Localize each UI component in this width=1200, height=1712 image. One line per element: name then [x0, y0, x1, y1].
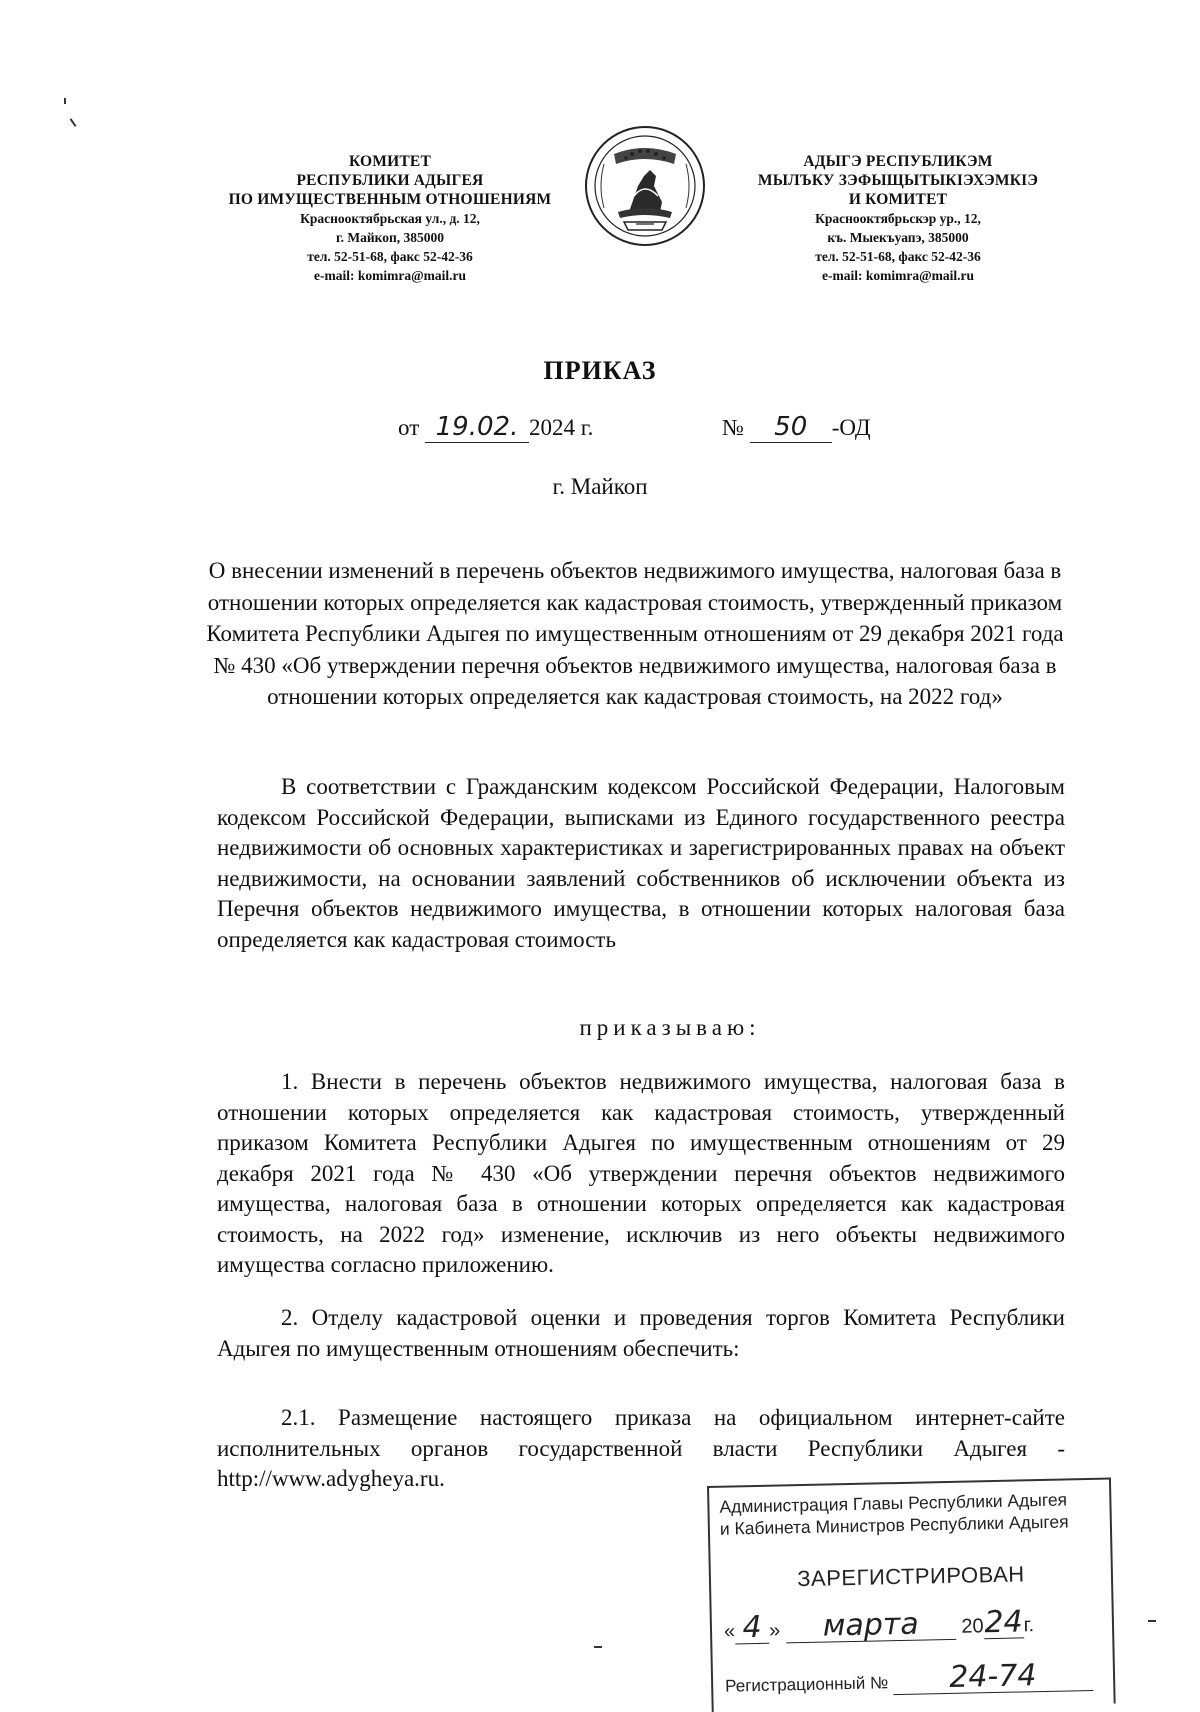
header-left	[205, 152, 575, 285]
org-name-line: ПО ИМУЩЕСТВЕННЫМ ОТНОШЕНИЯМ	[228, 191, 552, 208]
email-line: e-mail: komimra@mail.ru	[313, 268, 467, 283]
stamp-year-prefix: 20	[961, 1615, 984, 1638]
registration-stamp	[707, 1478, 1116, 1712]
scan-speck	[70, 118, 77, 127]
email-line: e-mail: komimra@mail.ru	[821, 268, 975, 283]
order-item-2: 2. Отделу кадастровой оценки и проведения торгов Комитета Республики Адыгея по имущественным отношениям обеспечить:	[217, 1305, 1065, 1361]
address-line: Краснооктябрьскэр ур., 12,	[815, 211, 981, 226]
stamp-month-handwritten: марта	[785, 1609, 956, 1644]
order-item-1: 1. Внести в перечень объектов недвижимого имущества, налоговая база в отношении которых определяется как кадастровая стоимость, утвержденный приказом Комитета Республики Адыгея по имущественным отношениям от 29 декабря 2021 года № 430 «Об утверждении перечня объектов недвижимого имущества, налоговая база в отношении которых определяется как кадастровая стоимость, на 2022 год» изменение, исключив из него объекты недвижимого имущества согласно приложению.	[217, 1069, 1065, 1277]
scan-speck	[594, 1646, 602, 1648]
date-field	[398, 412, 593, 443]
stamp-year-suffix: г.	[1023, 1614, 1035, 1637]
stamp-reg-label: Регистрационный №	[724, 1673, 889, 1696]
city: г. Майкоп	[552, 474, 648, 499]
number-field	[722, 412, 871, 443]
stamp-registration-line	[725, 1660, 1106, 1699]
document-subject: О внесении изменений в перечень объектов недвижимого имущества, налоговая база в отношении которых определяется как кадастровая стоимость, утвержденный приказом Комитета Республики Адыгея по имущественным отношениям от 29 декабря 2021 года № 430 «Об утверждении перечня объектов недвижимого имущества, налоговая база в отношении которых определяется как кадастровая стоимость, на 2022 год»	[206, 558, 1064, 709]
scan-speck	[64, 98, 66, 104]
stamp-day-handwritten: 4	[735, 1613, 770, 1645]
stamp-org-line: Администрация Главы Республики Адыгея	[719, 1489, 1068, 1517]
org-name-line: И КОМИТЕТ	[848, 191, 948, 208]
number-handwritten: 50	[750, 412, 832, 443]
org-name-line: АДЫГЭ РЕСПУБЛИКЭМ	[803, 153, 993, 170]
address-line: къ. Мыекъуапэ, 385000	[827, 230, 969, 245]
address-line: Краснооктябрьская ул., д. 12,	[300, 211, 480, 226]
org-name-line: КОМИТЕТ	[348, 153, 431, 170]
order-item-2-1: 2.1. Размещение настоящего приказа на официальном интернет-сайте исполнительных органов государственной власти Республики Адыгея - http://www.adygheya.ru.	[217, 1405, 1065, 1491]
date-year: 2024 г.	[529, 415, 594, 440]
number-prefix: №	[722, 415, 744, 440]
date-prefix: от	[398, 415, 420, 440]
stamp-quote-open: «	[723, 1620, 736, 1643]
phone-line: тел. 52-51-68, факс 52-42-36	[307, 249, 473, 264]
stamp-organization	[719, 1488, 1069, 1539]
stamp-status: ЗАРЕГИСТРИРОВАН	[796, 1561, 1025, 1592]
header-right	[728, 152, 1068, 285]
document-title: ПРИКАЗ	[543, 356, 657, 385]
org-name-line: МЫЛЪКУ ЗЭФЫЩЫТЫКIЭХЭМКIЭ	[757, 172, 1039, 189]
org-name-line: РЕСПУБЛИКИ АДЫГЕЯ	[296, 172, 484, 189]
stamp-quote-close: »	[768, 1619, 781, 1642]
date-handwritten: 19.02.	[425, 412, 529, 443]
republic-of-adygea-coat-of-arms-icon	[584, 124, 706, 248]
number-suffix: -ОД	[831, 415, 871, 440]
stamp-year-handwritten: 24	[984, 1604, 1024, 1641]
order-word: приказываю:	[579, 1015, 761, 1040]
preamble-paragraph: В соответствии с Гражданским кодексом Российской Федерации, Налоговым кодексом Российской Федерации, выписками из Единого государственного реестра недвижимости об основных характеристиках и зарегистрированных правах на объект недвижимости, на основании заявлений собственников об исключении объекта из Перечня объектов недвижимого имущества, в отношении которых налоговая база определяется как кадастровая стоимость	[217, 774, 1065, 952]
stamp-date-line	[724, 1606, 1105, 1645]
stamp-org-line: и Кабинета Министров Республики Адыгея	[719, 1511, 1069, 1539]
scan-speck	[1148, 1620, 1156, 1622]
address-line: г. Майкоп, 385000	[335, 230, 444, 245]
stamp-reg-number-handwritten: 24-74	[893, 1660, 1094, 1695]
phone-line: тел. 52-51-68, факс 52-42-36	[815, 249, 981, 264]
